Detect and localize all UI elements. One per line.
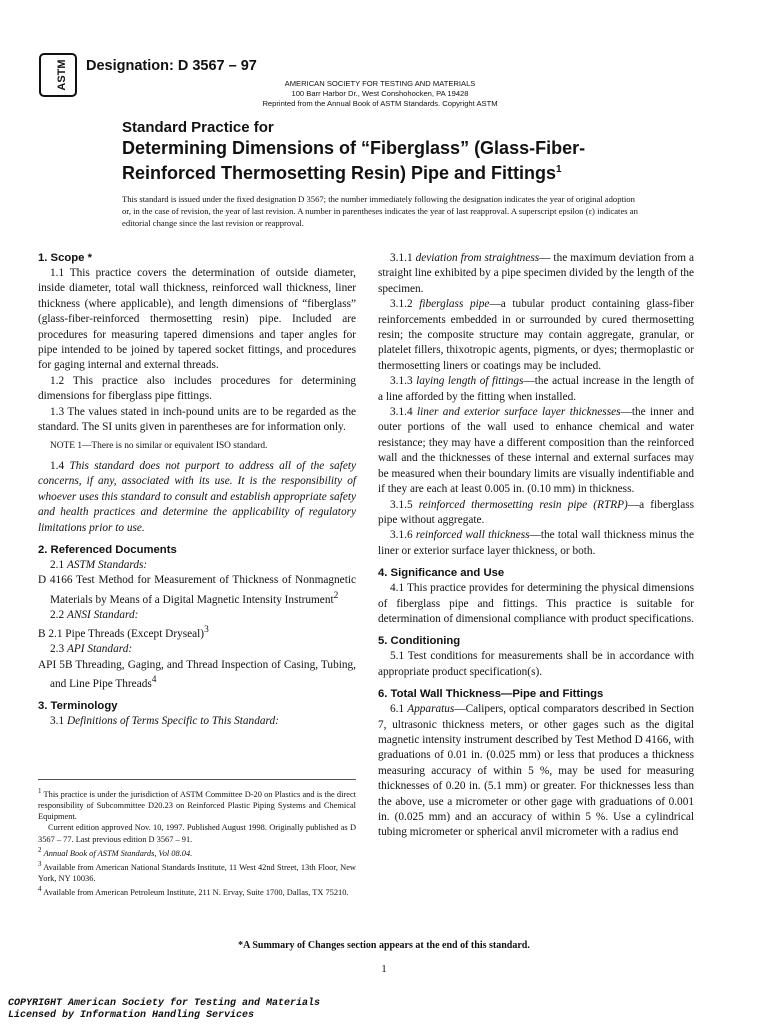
- paragraph-1-2: 1.2 This practice also includes procedures for determining dimensions for fiberglass pipe fittings.: [38, 374, 356, 403]
- title-line-2: Determining Dimensions of “Fiberglass” (Glass-Fiber-: [122, 138, 586, 158]
- logo-text: ASTM: [56, 59, 68, 91]
- footnote-1-edition: Current edition approved Nov. 10, 1997. Published August 1998. Originally published as D 3567 – 77. Last previous edition D 3567 – 91.: [38, 823, 356, 844]
- footnote-3: $^3$ Available from American National Standards Institute, 11 West 42nd Street, 13th Floor, New York, NY 10036.: [38, 859, 356, 883]
- paragraph-4-1: 4.1 This practice provides for determining the physical dimensions of fiberglass pipe and fittings. This practice is suitable for determination of dimensional compliance with product specifications.: [378, 582, 694, 625]
- definition-3-1-5: 3.1.5 reinforced thermosetting resin pipe (RTRP)—a fiberglass pipe without aggregate.: [378, 498, 695, 526]
- paragraph-1-3: 1.3 The values stated in inch-pound units are to be regarded as the standard. The SI units given in parentheses are for information only.: [38, 405, 356, 434]
- paragraph-6-1: 6.1 Apparatus—Calipers, optical comparators described in Section 7, ultrasonic thickness meters, or other gages such as the digital magnetic intensity instrument described by Test Method D 4166, with graduations of 0.01 in. (0.025 mm) or less that produces a thickness measuring accuracy of within 5 %, may be used for measuring thicknesses of 0.20 in. (5.1 mm) or greater. For thicknesses less than the above, use a micrometer or other gage with graduations of 0.001 in. (0.025 mm) and an accuracy of within 5 %. Use a cylindrical tubing micrometer or spherical anvil micrometer with a radius end: [378, 703, 695, 839]
- section-heading-referenced-documents: 2. Referenced Documents: [38, 543, 177, 556]
- section-heading-conditioning: 5. Conditioning: [378, 635, 461, 648]
- definition-3-1-6: 3.1.6 reinforced wall thickness—the total wall thickness minus the liner or exterior surface layer thickness, or both.: [378, 529, 694, 557]
- astm-logo: [38, 52, 78, 98]
- title-line-1: Standard Practice for: [122, 119, 274, 136]
- copyright-line: COPYRIGHT American Society for Testing and Materials: [8, 998, 321, 1009]
- publisher-line: AMERICAN SOCIETY FOR TESTING AND MATERIALS: [284, 79, 476, 88]
- title-footnote-ref[interactable]: 1: [556, 164, 562, 175]
- publisher-block: [190, 79, 570, 109]
- designation: Designation: D 3567 – 97: [86, 58, 257, 74]
- definition-3-1-1: 3.1.1 deviation from straightness— the maximum deviation from a straight line exhibited by a pipe specimen divided by the length of the specimen.: [378, 252, 695, 295]
- section-heading-scope: 1. Scope *: [38, 252, 92, 264]
- section-heading-significance: 4. Significance and Use: [378, 567, 505, 580]
- page-number: 1: [381, 963, 387, 975]
- title-line-3: Reinforced Thermosetting Resin) Pipe and Fittings$^1$: [122, 163, 562, 183]
- left-column: [38, 251, 356, 730]
- publisher-line: 100 Barr Harbor Dr., West Conshohocken, PA 19428: [291, 89, 469, 98]
- definition-3-1-3: 3.1.3 laying length of fittings—the actual increase in the length of a line afforded by the fitting when installed.: [378, 375, 694, 403]
- paragraph-2-3: 2.3 API Standard:: [50, 643, 133, 656]
- section-heading-terminology: 3. Terminology: [38, 700, 118, 713]
- footnote-1: $^1$ This practice is under the jurisdiction of ASTM Committee D-20 on Plastics and is the direct responsibility of Subcommittee D20.23 on Reinforced Plastic Piping Systems and Chemical Equipment.: [38, 787, 356, 822]
- issuance-notice: This standard is issued under the fixed designation D 3567; the number immediately following the designation indicates the year of original adoption or, in the case of revision, the year of last revision. A number in parentheses indicates the year of last reapproval. A superscript epsilon (ε) indicates an editorial change since the last revision or reapproval.: [122, 194, 638, 228]
- note-1: NOTE 1—There is no similar or equivalent ISO standard.: [50, 441, 268, 452]
- footnotes: [38, 779, 356, 898]
- footnote-2: $^2$ Annual Book of ASTM Standards, Vol 08.04.: [38, 845, 193, 858]
- section-heading-wall-thickness: 6. Total Wall Thickness—Pipe and Fittings: [378, 688, 604, 701]
- publisher-line: Reprinted from the Annual Book of ASTM Standards. Copyright ASTM: [262, 99, 498, 108]
- document-title: [122, 118, 642, 184]
- reference-api5b[interactable]: API 5B Threading, Gaging, and Thread Inspection of Casing, Tubing, and Line Pipe Threads$^4$: [38, 658, 356, 691]
- astm-logo-icon: [38, 52, 78, 98]
- paragraph-1-1: 1.1 This practice covers the determination of outside diameter, inside diameter, total wall thickness, reinforced wall thickness, liner thickness (where applicable), and length dimensions of “fiberglass” (glass-fiber-reinforced thermosetting resin) pipe. Included are procedures for measuring tapered dimensions and taper angles for pipe intended to be joined by tapered socket fittings, and procedures for gaging internal and external threads.: [38, 267, 356, 372]
- paragraph-1-4: 1.4 This standard does not purport to address all of the safety concerns, if any, associated with its use. It is the responsibility of whoever uses this standard to consult and establish appropriate safety and health practices and determine the applicability of regulatory limitations prior to use.: [38, 459, 356, 534]
- paragraph-2-1: 2.1 ASTM Standards:: [50, 558, 148, 571]
- summary-of-changes-note: *A Summary of Changes section appears at the end of this standard.: [238, 940, 530, 951]
- paragraph-2-2: 2.2 ANSI Standard:: [50, 608, 139, 621]
- right-column: [378, 251, 694, 841]
- reference-b21[interactable]: B 2.1 Pipe Threads (Except Dryseal)$^3$: [38, 625, 209, 641]
- copyright-notice: [8, 998, 320, 1022]
- reference-d4166[interactable]: D 4166 Test Method for Measurement of Thickness of Nonmagnetic Materials by Means of a Digital Magnetic Intensity Instrument$^2$: [38, 574, 356, 606]
- footnote-4: $^4$ Available from American Petroleum Institute, 211 N. Ervay, Suite 1700, Dallas, TX 75210.: [38, 885, 349, 897]
- paragraph-3-1: 3.1 Definitions of Terms Specific to This Standard:: [50, 715, 279, 728]
- definition-3-1-2: 3.1.2 fiberglass pipe—a tubular product containing glass-fiber reinforcements embedded in or surrounded by cured thermosetting resin; the composite structure may contain aggregate, granular, or platelet fillers, thixotropic agents, pigments, or dyes; thermoplastic or thermosetting liners or coatings may be included.: [378, 298, 695, 372]
- license-line: Licensed by Information Handling Services: [8, 1010, 255, 1021]
- paragraph-5-1: 5.1 Test conditions for measurements shall be in accordance with appropriate product specification(s).: [378, 650, 694, 678]
- definition-3-1-4: 3.1.4 liner and exterior surface layer thicknesses—the inner and outer portions of the wall used to enhance chemical and water resistance; they may have a different composition than the reinforced wall and the thicknesses of these internal and external surfaces may be measured when their boundary limits are visually indentifiable and if they are each at least 0.005 in. (0.10 mm) in thickness.: [378, 406, 694, 496]
